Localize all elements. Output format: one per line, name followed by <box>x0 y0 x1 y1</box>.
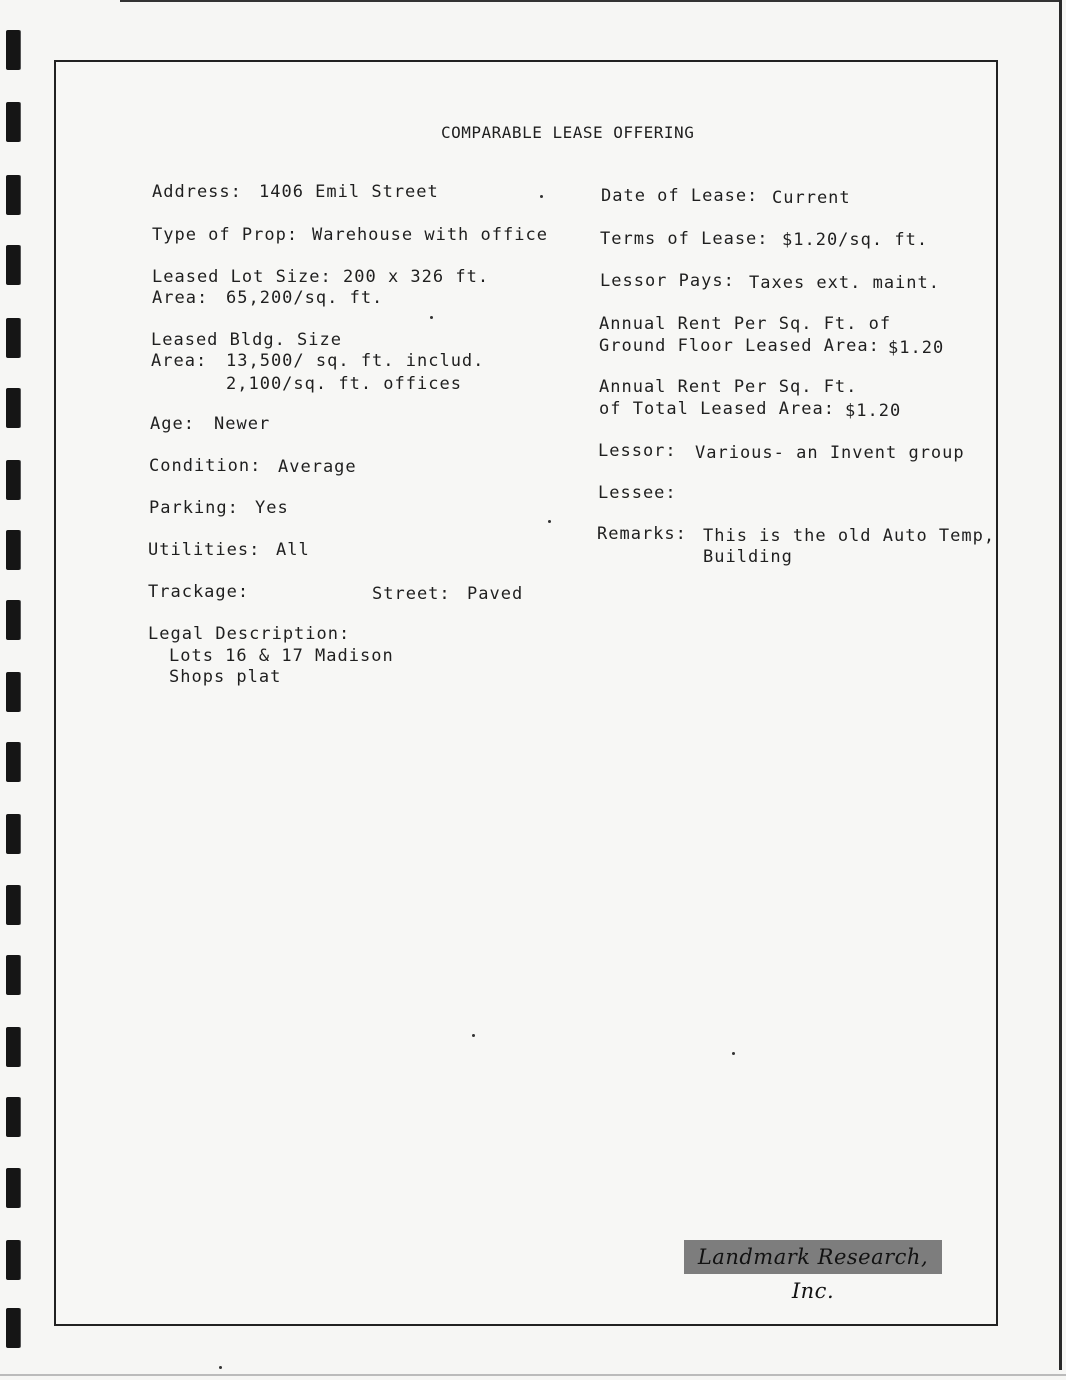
binder-hole <box>6 885 20 925</box>
annual-rent-total-value: $1.20 <box>845 401 902 421</box>
scan-speck <box>540 195 543 198</box>
condition-label: Condition: <box>149 456 262 476</box>
lessor-pays-label: Lessor Pays: <box>600 271 735 291</box>
lot-size-label: Leased Lot Size: <box>152 267 332 287</box>
lease-date-value: Current <box>772 188 851 208</box>
lease-terms-label: Terms of Lease: <box>600 229 769 249</box>
scan-top-edge <box>120 0 1060 2</box>
street-label: Street: <box>372 584 451 604</box>
binder-hole <box>6 530 20 570</box>
binder-hole <box>6 245 20 285</box>
company-logo-stamp: Landmark Research, Inc. <box>684 1240 942 1274</box>
legal-description-label: Legal Description: <box>148 624 351 644</box>
scan-speck <box>430 316 433 319</box>
annual-rent-total-label-2: of Total Leased Area: <box>599 399 835 419</box>
lot-size-value: 200 x 326 ft. <box>343 267 490 287</box>
building-area-label: Area: <box>151 351 208 371</box>
address-value: 1406 Emil Street <box>259 182 439 202</box>
utilities-label: Utilities: <box>148 540 261 560</box>
parking-value: Yes <box>255 498 289 518</box>
building-size-label: Leased Bldg. Size <box>151 330 342 350</box>
scan-speck <box>472 1034 475 1037</box>
binder-hole <box>6 388 20 428</box>
binder-hole <box>6 175 20 215</box>
binder-holes <box>6 30 22 1350</box>
binder-hole <box>6 1097 20 1137</box>
legal-description-line2: Shops plat <box>169 667 282 687</box>
lessee-label: Lessee: <box>598 483 677 503</box>
remarks-line2: Building <box>703 547 793 567</box>
lot-area-label: Area: <box>152 288 209 308</box>
lessor-label: Lessor: <box>598 441 677 461</box>
binder-hole <box>6 318 20 358</box>
scan-speck <box>548 520 551 523</box>
binder-hole <box>6 672 20 712</box>
binder-hole <box>6 102 20 142</box>
trackage-label: Trackage: <box>148 582 250 602</box>
address-label: Address: <box>152 182 242 202</box>
legal-description-line1: Lots 16 & 17 Madison <box>169 646 394 666</box>
scan-speck <box>219 1366 222 1369</box>
binder-hole <box>6 1027 20 1067</box>
binder-hole <box>6 742 20 782</box>
remarks-label: Remarks: <box>597 524 687 544</box>
binder-hole <box>6 600 20 640</box>
lessor-value: Various- an Invent group <box>695 443 965 463</box>
binder-hole <box>6 460 20 500</box>
lot-area-value: 65,200/sq. ft. <box>226 288 384 308</box>
annual-rent-ground-label: Annual Rent Per Sq. Ft. of <box>599 314 892 334</box>
binder-hole <box>6 30 20 70</box>
lease-date-label: Date of Lease: <box>601 186 759 206</box>
binder-hole <box>6 814 20 854</box>
lessor-pays-value: Taxes ext. maint. <box>749 273 940 293</box>
lease-terms-value: $1.20/sq. ft. <box>782 230 929 250</box>
binder-hole <box>6 1308 20 1348</box>
utilities-value: All <box>276 540 310 560</box>
annual-rent-total-label: Annual Rent Per Sq. Ft. <box>599 377 858 397</box>
binder-hole <box>6 955 20 995</box>
scan-bottom-edge <box>0 1374 1066 1376</box>
document-title: COMPARABLE LEASE OFFERING <box>441 123 695 142</box>
street-value: Paved <box>467 584 524 604</box>
binder-hole <box>6 1168 20 1208</box>
parking-label: Parking: <box>149 498 239 518</box>
remarks-line1: This is the old Auto Temp, <box>703 526 996 546</box>
annual-rent-ground-label-2: Ground Floor Leased Area: <box>599 336 880 356</box>
annual-rent-ground-value: $1.20 <box>888 338 945 358</box>
age-label: Age: <box>150 414 195 434</box>
building-area-value: 13,500/ sq. ft. includ. <box>226 351 485 371</box>
property-type-value: Warehouse with office <box>312 225 548 245</box>
building-office-area: 2,100/sq. ft. offices <box>226 374 462 394</box>
scan-right-edge <box>1059 0 1062 1370</box>
age-value: Newer <box>214 414 271 434</box>
scan-speck <box>732 1052 735 1055</box>
condition-value: Average <box>278 457 357 477</box>
binder-hole <box>6 1240 20 1280</box>
property-type-label: Type of Prop: <box>152 225 299 245</box>
